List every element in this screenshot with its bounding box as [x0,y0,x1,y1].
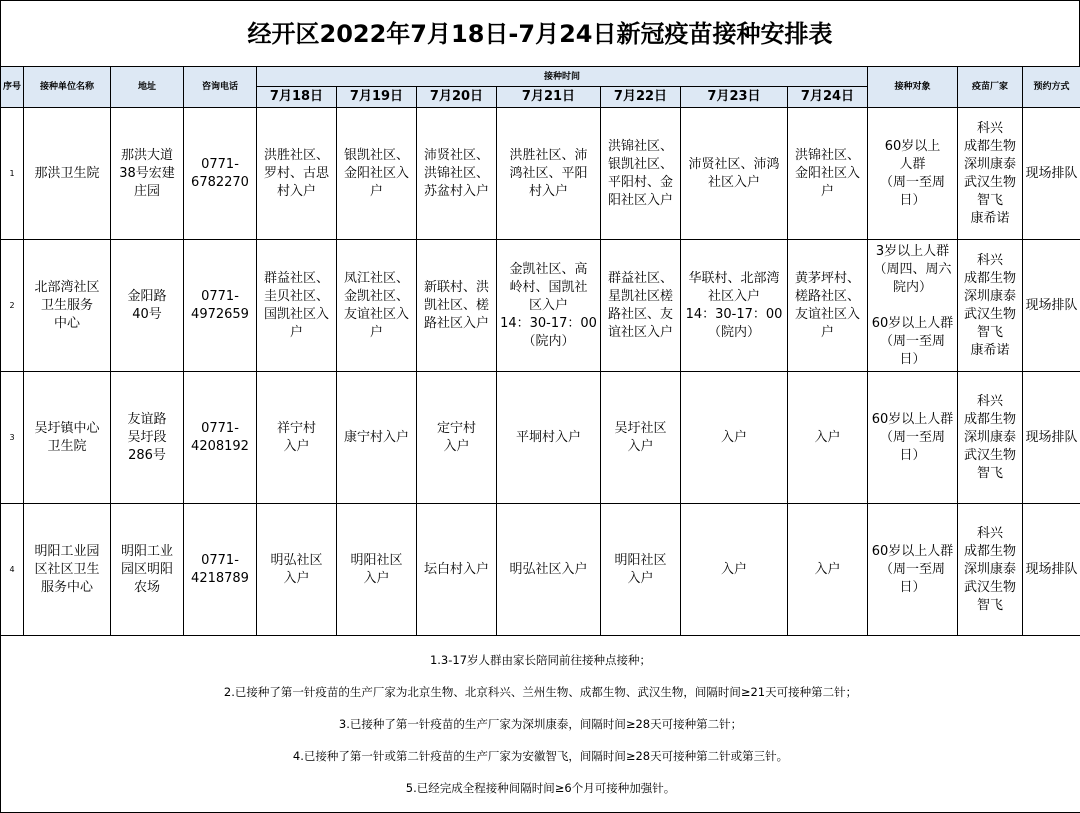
header-date: 7月18日 [257,87,337,108]
unit-address: 金阳路 40号 [111,240,184,372]
table-row [1,108,1080,240]
day-cell: 金凯社区、高 岭村、国凯社 区入户 14：30-17：00 （院内） [497,240,601,372]
day-cell: 新联村、洪 凯社区、槎 路社区入户 [417,240,497,372]
header-date: 7月21日 [497,87,601,108]
booking-method: 现场排队 [1023,108,1080,240]
row-index: 2 [1,240,24,372]
table-row [1,240,1080,372]
note-line: 4.已接种了第一针或第二针疫苗的生产厂家为安徽智飞，间隔时间≥28天可接种第二针或第三针。 [3,748,1078,764]
header-date: 7月23日 [681,87,788,108]
notes-cell [1,636,1080,813]
day-cell: 入户 [788,372,868,504]
day-cell: 坛白村入户 [417,504,497,636]
booking-method: 现场排队 [1023,240,1080,372]
unit-name: 吴圩镇中心 卫生院 [24,372,111,504]
target-group: 60岁以上 人群 （周一至周 日） [868,108,958,240]
day-cell: 洪胜社区、 罗村、古思 村入户 [257,108,337,240]
unit-phone: 0771- 4208192 [184,372,257,504]
header-phone: 咨询电话 [184,67,257,108]
manufacturer-list: 科兴 成都生物 深圳康泰 武汉生物 智飞 [958,504,1023,636]
unit-phone: 0771- 4218789 [184,504,257,636]
day-cell: 群益社区、 星凯社区槎 路社区、友 谊社区入户 [601,240,681,372]
day-cell: 康宁村入户 [337,372,417,504]
booking-method: 现场排队 [1023,372,1080,504]
unit-name: 北部湾社区 卫生服务 中心 [24,240,111,372]
page-title: 经开区2022年7月18日-7月24日新冠疫苗接种安排表 [0,0,1080,66]
unit-name: 那洪卫生院 [24,108,111,240]
day-cell: 银凯社区、 金阳社区入 户 [337,108,417,240]
day-cell: 凤江社区、 金凯社区、 友谊社区入 户 [337,240,417,372]
note-line: 2.已接种了第一针疫苗的生产厂家为北京生物、北京科兴、兰州生物、成都生物、武汉生物，间隔时间≥21天可接种第二针； [3,684,1078,700]
row-index: 3 [1,372,24,504]
day-cell: 吴圩社区 入户 [601,372,681,504]
booking-method: 现场排队 [1023,504,1080,636]
day-cell: 明弘社区入户 [497,504,601,636]
day-cell: 沛贤社区、沛鸿 社区入户 [681,108,788,240]
day-cell: 洪胜社区、沛 鸿社区、平阳 村入户 [497,108,601,240]
manufacturer-list: 科兴 成都生物 深圳康泰 武汉生物 智飞 康希诺 [958,240,1023,372]
note-line: 5.已经完成全程接种间隔时间≥6个月可接种加强针。 [3,780,1078,796]
unit-name: 明阳工业园 区社区卫生 服务中心 [24,504,111,636]
day-cell: 黄茅坪村、 槎路社区、 友谊社区入 户 [788,240,868,372]
day-cell: 入户 [681,372,788,504]
unit-phone: 0771- 4972659 [184,240,257,372]
manufacturer-list: 科兴 成都生物 深圳康泰 武汉生物 智飞 [958,372,1023,504]
header-target: 接种对象 [868,67,958,108]
target-group: 60岁以上人群 （周一至周 日） [868,372,958,504]
day-cell: 入户 [788,504,868,636]
day-cell: 群益社区、 圭贝社区、 国凯社区入 户 [257,240,337,372]
header-time: 接种时间 [257,67,868,87]
note-line: 3.已接种了第一针疫苗的生产厂家为深圳康泰，间隔时间≥28天可接种第二针； [3,716,1078,732]
day-cell: 定宁村 入户 [417,372,497,504]
unit-address: 明阳工业 园区明阳 农场 [111,504,184,636]
header-index: 序号 [1,67,24,108]
table-row [1,372,1080,504]
manufacturer-list: 科兴 成都生物 深圳康泰 武汉生物 智飞 康希诺 [958,108,1023,240]
header-booking: 预约方式 [1023,67,1080,108]
day-cell: 华联村、北部湾 社区入户 14：30-17：00 （院内） [681,240,788,372]
unit-phone: 0771- 6782270 [184,108,257,240]
unit-address: 那洪大道 38号宏建 庄园 [111,108,184,240]
day-cell: 洪锦社区、 金阳社区入 户 [788,108,868,240]
target-group: 60岁以上人群 （周一至周 日） [868,504,958,636]
day-cell: 入户 [681,504,788,636]
target-group: 3岁以上人群 （周四、周六 院内） 60岁以上人群 （周一至周 日） [868,240,958,372]
table-row [1,504,1080,636]
header-date: 7月20日 [417,87,497,108]
schedule-table [0,66,1080,813]
header-unit: 接种单位名称 [24,67,111,108]
day-cell: 沛贤社区、 洪锦社区、 苏盆村入户 [417,108,497,240]
day-cell: 明阳社区 入户 [601,504,681,636]
row-index: 1 [1,108,24,240]
header-date: 7月22日 [601,87,681,108]
unit-address: 友谊路 吴圩段 286号 [111,372,184,504]
day-cell: 明阳社区 入户 [337,504,417,636]
note-line: 1.3-17岁人群由家长陪同前往接种点接种； [3,652,1078,668]
row-index: 4 [1,504,24,636]
day-cell: 祥宁村 入户 [257,372,337,504]
header-date: 7月24日 [788,87,868,108]
day-cell: 洪锦社区、 银凯社区、 平阳村、金 阳社区入户 [601,108,681,240]
notes-row [1,636,1080,813]
header-date: 7月19日 [337,87,417,108]
header-manufacturer: 疫苗厂家 [958,67,1023,108]
day-cell: 平垌村入户 [497,372,601,504]
header-address: 地址 [111,67,184,108]
day-cell: 明弘社区 入户 [257,504,337,636]
